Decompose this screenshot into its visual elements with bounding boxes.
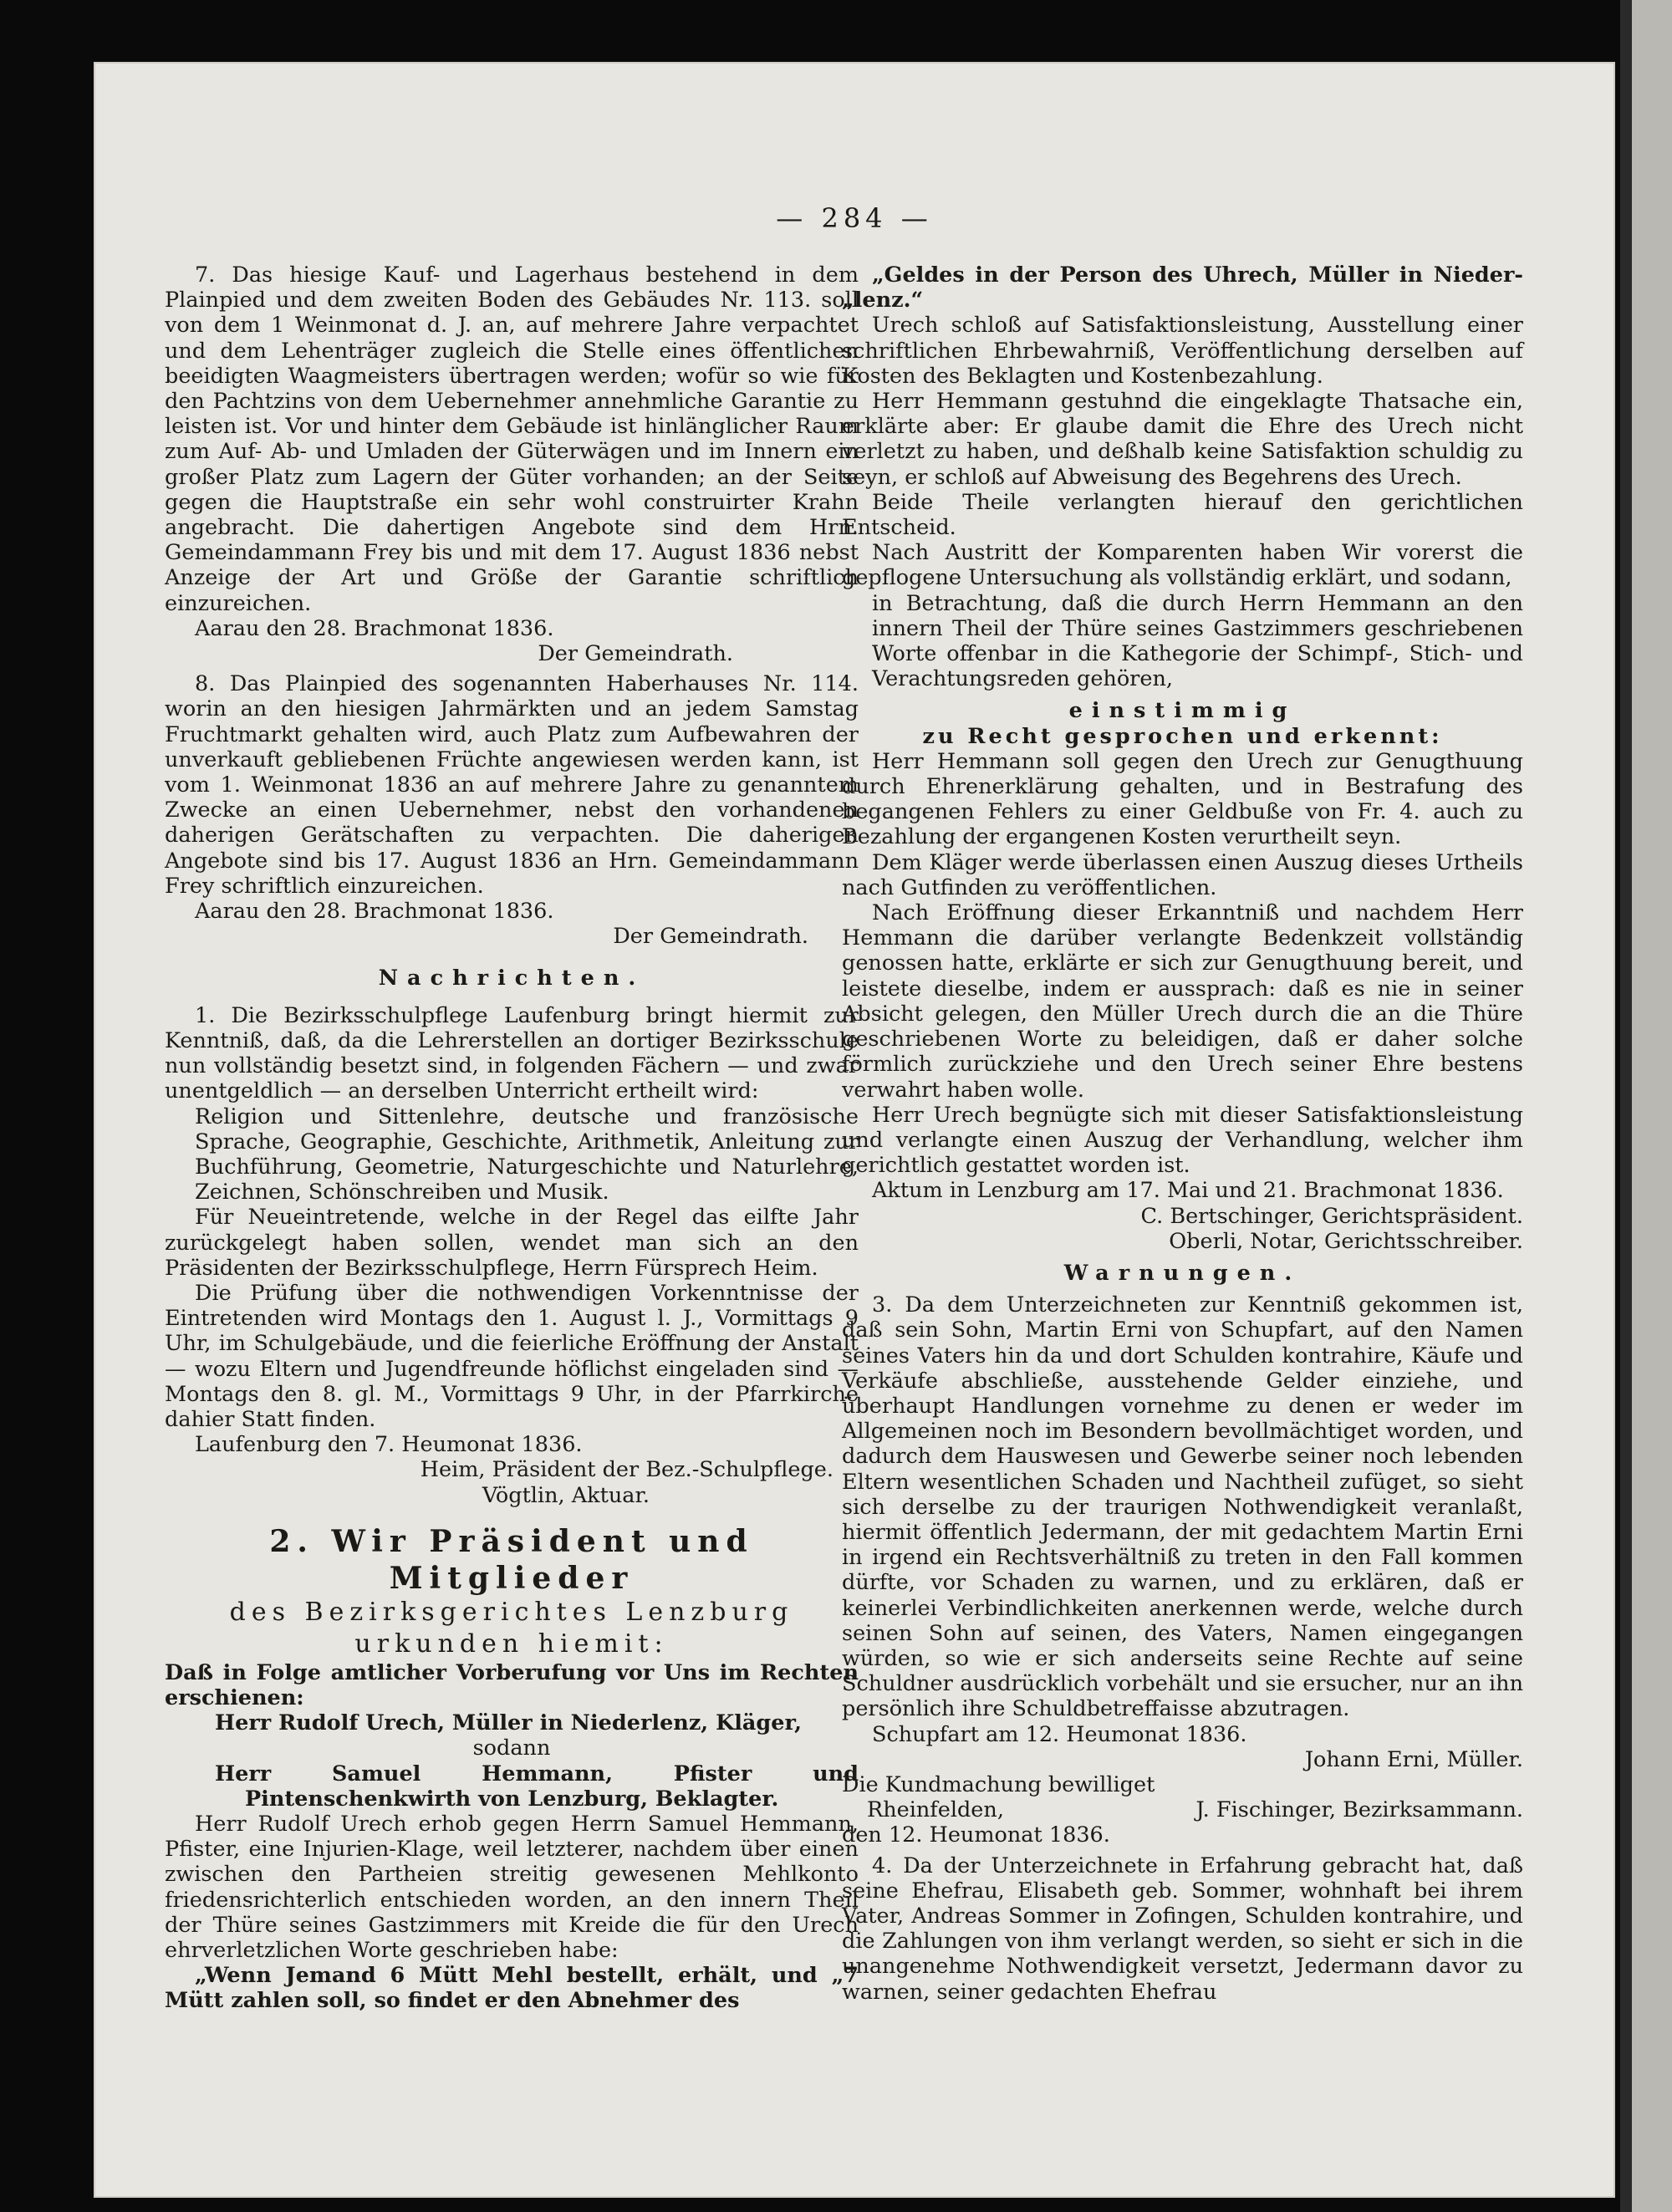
court-satisfaction: Nach Eröffnung dieser Erkanntniß und nachdem Herr Hemmann die darüber verlangte Bedenkzeit vollständig genossen hatte, erklärte er sich zur Genugthuung bereit, und leistete dieselbe, indem er aussprach: daß es nie in seiner Absicht gelegen, den Müller Urech durch die an die Thüre geschriebenen Worte zu beleidigen, daß er daher solche förmlich zurückziehe und den Urech seiner Ehre bestens verwahrt haben wolle. [842, 900, 1523, 1103]
warning-3-approval-date: den 12. Heumonat 1836. [842, 1822, 1110, 1848]
court-defendant-reply: Herr Hemmann gestuhnd die eingeklagte Thatsache ein, erklärte aber: Er glaube damit die Ehre des Urech nicht verletzt zu haben, und deßhalb keine Satisfaktion schuldig zu seyn, er schloß auf Abweisung des Begehrens des Urech. [842, 389, 1523, 490]
news-1-date: Laufenburg den 7. Heumonat 1836. [195, 1432, 583, 1458]
court-quote: „Wenn Jemand 6 Mütt Mehl bestellt, erhält, und „7 Mütt zahlen soll, so findet er den Abnehmer des [165, 1963, 859, 2014]
court-signature-clerk: Oberli, Notar, Gerichtsschreiber. [1169, 1228, 1523, 1254]
court-verdict: Herr Hemmann soll gegen den Urech zur Genugthuung durch Ehrenerklärung gehalten, und in Bestrafung des begangenen Fehlers zu einer Geldbuße von Fr. 4. auch zu Bezahlung der ergangenen Kosten verurtheilt seyn. [842, 748, 1523, 850]
court-plaintiff-claim: Urech schloß auf Satisfaktionsleistung, Ausstellung einer schriftlichen Ehrbewahrniß, Veröffentlichung derselben auf Kosten des Beklagten und Kostenbezahlung. [842, 313, 1523, 389]
notice-7: 7. Das hiesige Kauf- und Lagerhaus bestehend in dem Plainpied und dem zweiten Boden des Gebäudes Nr. 113. soll von dem 1 Weinmonat d. J. an, auf mehrere Jahre verpachtet und dem Lehenträger zugleich die Stelle eines öffentlichen beeidigten Waagmeisters übertragen werden; wofür so wie für den Pachtzins von dem Uebernehmer annehmliche Garantie zu leisten ist. Vor und hinter dem Gebäude ist hinlänglicher Raum zum Auf- Ab- und Umladen der Güterwägen und im Innern ein großer Platz zum Lagern der Güter vorhanden; an der Seite gegen die Hauptstraße ein sehr wohl construirter Krahn angebracht. Die dahertigen Angebote sind dem Hrn. Gemeindammann Frey bis und mit dem 17. August 1836 nebst Anzeige der Art und Größe der Garantie schriftlich einzureichen. [165, 262, 859, 616]
warning-4: 4. Da der Unterzeichnete in Erfahrung gebracht hat, daß seine Ehefrau, Elisabeth geb. Sommer, wohnhaft bei ihrem Vater, Andreas Sommer in Zofingen, Schulden kontrahire, und die Zahlungen von ihm verlangt werden, so sieht er sich in die unangenehme Nothwendigkeit versetzt, Jedermann davor zu warnen, seiner gedachten Ehefrau [842, 1853, 1523, 2005]
warning-3-signature: Johann Erni, Müller. [1304, 1746, 1523, 1772]
left-column [165, 262, 859, 2014]
court-plaintiff: Herr Rudolf Urech, Müller in Niederlenz, Kläger, [215, 1710, 802, 1736]
news-1-c: Die Prüfung über die nothwendigen Vorkenntnisse der Eintretenden wird Montags den 1. August l. J., Vormittags 9 Uhr, im Schulgebäude, und die feierliche Eröffnung der Anstalt — wozu Eltern und Jugendfreunde höflichst eingeladen sind — Montags den 8. gl. M., Vormittags 9 Uhr, in der Pfarrkirche dahier Statt finden. [165, 1280, 859, 1432]
section-heading-nachrichten: Nachrichten. [378, 966, 645, 991]
section-heading-warnungen: Warnungen. [1063, 1260, 1302, 1286]
page-number: — 284 — [776, 202, 933, 234]
warning-3-date: Schupfart am 12. Heumonat 1836. [872, 1721, 1247, 1747]
court-consideration: in Betrachtung, daß die durch Herrn Hemmann an den innern Theil der Thüre seines Gastzimmers geschriebenen Worte offenbar in die Kathegorie der Schimpf-, Stich- und Verachtungsreden gehören, [872, 590, 1523, 692]
court-accepted: Herr Urech begnügte sich mit dieser Satisfaktionsleistung und verlangte einen Auszug der Verhandlung, welcher ihm gerichtlich gestattet worden ist. [842, 1102, 1523, 1179]
court-aktum: Aktum in Lenzburg am 17. Mai und 21. Brachmonat 1836. [872, 1178, 1504, 1204]
court-defendant: Herr Samuel Hemmann, Pfister und Pintenschenkwirth von Lenzburg, Beklagter. [215, 1761, 859, 1812]
news-1-signature-aktuar: Vögtlin, Aktuar. [482, 1482, 650, 1508]
court-signature-president: C. Bertschinger, Gerichtspräsident. [1140, 1203, 1523, 1229]
court-verdict-heading: zu Recht gesprochen und erkennt: [922, 723, 1443, 749]
warning-3-place: Rheinfelden, [867, 1797, 1004, 1823]
court-intro: Daß in Folge amtlicher Vorberufung vor Uns im Rechten erschienen: [165, 1659, 859, 1710]
court-unanimous: einstimmig [1068, 698, 1297, 724]
court-sodann: sodann [472, 1735, 551, 1761]
news-1-subjects: Religion und Sittenlehre, deutsche und französische Sprache, Geographie, Geschichte, Arithmetik, Anleitung zur Buchführung, Geometrie, Naturgeschichte und Naturlehre, Zeichnen, Schönschreiben und Musik. [195, 1103, 859, 1205]
adjacent-page-edge [1620, 0, 1672, 2212]
court-both-parties: Beide Theile verlangten hierauf den gerichtlichen Entscheid. [842, 489, 1523, 541]
court-investigation: Nach Austritt der Komparenten haben Wir vorerst die gepflogene Untersuchung als vollständig erklärt, und sodann, [842, 540, 1523, 591]
warning-3-approval-line [842, 1797, 1523, 1822]
warning-3-approval: Die Kundmachung bewilliget [842, 1771, 1155, 1797]
court-publication: Dem Kläger werde überlassen einen Auszug dieses Urtheils nach Gutfinden zu veröffentlichen. [842, 849, 1523, 900]
news-1-b: Für Neueintretende, welche in der Regel das eilfte Jahr zurückgelegt haben sollen, wendet man sich an den Präsidenten der Bezirksschulpflege, Herrn Fürsprech Heim. [165, 1205, 859, 1281]
notice-8: 8. Das Plainpied des sogenannten Haberhauses Nr. 114. worin an den hiesigen Jahrmärkten und an jedem Samstag Fruchtmarkt gehalten wird, auch Platz zum Aufbewahren der unverkauft gebliebenen Früchte angewiesen werden kann, ist vom 1. Weinmonat 1836 an auf mehrere Jahre zu genanntem Zwecke an einen Uebernehmer, nebst den vorhandenen daherigen Gerätschaften zu verpachten. Die daherigen Angebote sind bis 17. August 1836 an Hrn. Gemeindammann Frey schriftlich einzureichen. [165, 671, 859, 899]
notice-7-date: Aarau den 28. Brachmonat 1836. [195, 615, 554, 641]
notice-8-date: Aarau den 28. Brachmonat 1836. [195, 899, 554, 925]
news-1: 1. Die Bezirksschulpflege Laufenburg bringt hiermit zur Kenntniß, daß, da die Lehrerstellen an dortiger Bezirksschule nun vollständig besetzt sind, in folgenden Fächern — und zwar unentgeldlich — an derselben Unterricht ertheilt wird: [165, 1002, 859, 1104]
notice-8-signature: Der Gemeindrath. [613, 924, 808, 950]
court-complaint: Herr Rudolf Urech erhob gegen Herrn Samuel Hemmann, Pfister, eine Injurien-Klage, weil letzterer, nachdem über einen zwischen den Partheien streitig gewesenen Mehlkonto friedensrichterlich entschieden worden, an den innern Theil der Thüre seines Gastzimmers mit Kreide die für den Urech ehrverletzlichen Worte geschrieben habe: [165, 1811, 859, 1963]
court-heading-1: 2. Wir Präsident und Mitglieder [269, 1523, 754, 1596]
newspaper-page [94, 62, 1615, 2198]
court-heading-2: des Bezirksgerichtes Lenzburg [229, 1597, 794, 1627]
court-quote-cont: „Geldes in der Person des Uhrech, Müller in Nieder-„lenz.“ [842, 262, 1523, 313]
warning-3-official: J. Fischinger, Bezirksammann. [1195, 1797, 1523, 1823]
right-column [842, 262, 1523, 2005]
court-heading-3: urkunden hiemit: [354, 1628, 669, 1659]
news-1-signature-president: Heim, Präsident der Bez.-Schulpflege. [420, 1457, 833, 1483]
warning-3: 3. Da dem Unterzeichneten zur Kenntniß gekommen ist, daß sein Sohn, Martin Erni von Schupfart, auf den Namen seines Vaters hin da und dort Schulden kontrahire, Käufe und Verkäufe abschließe, ausstehende Gelder einziehe, und überhaupt Handlungen vornehme zu denen er weder im Allgemeinen noch im Besondern bevollmächtiget worden, und dadurch dem Hauswesen und Gewerbe seiner noch lebenden Eltern wesentlichen Schaden und Nachtheil zufüget, so sieht sich derselbe zu der traurigen Nothwendigkeit veranlaßt, hiermit öffentlich Jedermann, der mit gedachtem Martin Erni in irgend ein Rechtsverhältniß zu treten in den Fall kommen dürfte, vor Schaden zu warnen, und zu erklären, daß er keinerlei Verbindlichkeiten anerkennen werde, welche durch seinen Sohn auf seinen, des Vaters, Namen eingegangen würden, so wie er sich anderseits seine Rechte auf seine Schuldner ausdrücklich vorbehält und sie ersucher, nur an ihn persönlich ihre Schuldbetreffaisse abzutragen. [842, 1292, 1523, 1722]
notice-7-signature: Der Gemeindrath. [538, 641, 733, 667]
